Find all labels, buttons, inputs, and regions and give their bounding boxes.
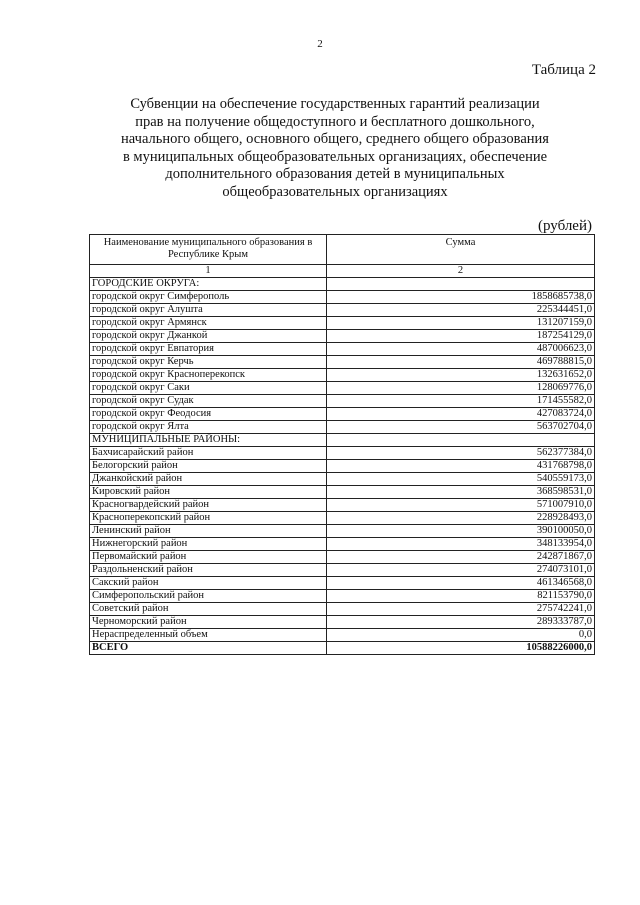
row-value: 225344451,0 (327, 304, 595, 317)
row-name: Нераспределенный объем (90, 629, 327, 642)
row-value: 821153790,0 (327, 590, 595, 603)
row-name: городской округ Красноперекопск (90, 369, 327, 382)
document-title (100, 96, 570, 201)
row-name: городской округ Джанкой (90, 330, 327, 343)
table-row (90, 447, 595, 460)
row-value: 289333787,0 (327, 616, 595, 629)
row-value: 562377384,0 (327, 447, 595, 460)
row-value: 171455582,0 (327, 395, 595, 408)
row-name: городской округ Алушта (90, 304, 327, 317)
row-value: 274073101,0 (327, 564, 595, 577)
table-row (90, 512, 595, 525)
row-name: городской округ Керчь (90, 356, 327, 369)
table-row (90, 564, 595, 577)
row-name: городской округ Симферополь (90, 291, 327, 304)
table-row (90, 538, 595, 551)
row-name: Красноперекопский район (90, 512, 327, 525)
table-row (90, 343, 595, 356)
table-label: Таблица 2 (531, 62, 596, 78)
row-value (327, 434, 595, 447)
row-value: 487006623,0 (327, 343, 595, 356)
row-value: 540559173,0 (327, 473, 595, 486)
row-value: 461346568,0 (327, 577, 595, 590)
table-row (90, 408, 595, 421)
table-total-row (90, 642, 595, 655)
row-value (327, 278, 595, 291)
table-row (90, 369, 595, 382)
row-name: Черноморский район (90, 616, 327, 629)
table-row (90, 616, 595, 629)
row-value: 469788815,0 (327, 356, 595, 369)
total-label: ВСЕГО (90, 642, 327, 655)
row-value: 228928493,0 (327, 512, 595, 525)
row-value: 131207159,0 (327, 317, 595, 330)
row-value: 0,0 (327, 629, 595, 642)
table-row (90, 590, 595, 603)
row-name: Красногвардейский район (90, 499, 327, 512)
row-value: 368598531,0 (327, 486, 595, 499)
row-value: 390100050,0 (327, 525, 595, 538)
table-row (90, 291, 595, 304)
header-sum: Сумма (327, 235, 595, 265)
table-row (90, 317, 595, 330)
table-row (90, 629, 595, 642)
row-name: городской округ Евпатория (90, 343, 327, 356)
table-section-row (90, 278, 595, 291)
table-section-row (90, 434, 595, 447)
table-row (90, 499, 595, 512)
table-body (90, 278, 595, 642)
row-name: Сакский район (90, 577, 327, 590)
row-value: 563702704,0 (327, 421, 595, 434)
title-line: прав на получение общедоступного и бесплатного дошкольного, (135, 113, 535, 130)
row-value: 571007910,0 (327, 499, 595, 512)
table-row (90, 551, 595, 564)
total-value: 10588226000,0 (327, 642, 595, 655)
row-name: Нижнегорский район (90, 538, 327, 551)
row-name: Раздольненский район (90, 564, 327, 577)
row-name: Джанкойский район (90, 473, 327, 486)
table-row (90, 460, 595, 473)
row-value: 1858685738,0 (327, 291, 595, 304)
row-name: городской округ Судак (90, 395, 327, 408)
row-name: Советский район (90, 603, 327, 616)
title-line: начального общего, основного общего, среднего общего образования (121, 131, 549, 147)
table-header-row (90, 235, 595, 265)
table-row (90, 330, 595, 343)
row-name: Ленинский район (90, 525, 327, 538)
subsidies-table (89, 234, 595, 655)
table-row (90, 421, 595, 434)
page-number: 2 (317, 38, 323, 50)
table-row (90, 356, 595, 369)
row-name: ГОРОДСКИЕ ОКРУГА: (90, 278, 327, 291)
table-row (90, 603, 595, 616)
row-name: городской округ Армянск (90, 317, 327, 330)
row-value: 275742241,0 (327, 603, 595, 616)
row-value: 132631652,0 (327, 369, 595, 382)
table-row (90, 525, 595, 538)
row-name: Бахчисарайский район (90, 447, 327, 460)
title-line: Субвенции на обеспечение государственных гарантий реализации (130, 96, 540, 112)
row-name: городской округ Ялта (90, 421, 327, 434)
table-row (90, 473, 595, 486)
row-value: 242871867,0 (327, 551, 595, 564)
table-row (90, 395, 595, 408)
row-name: Белогорский район (90, 460, 327, 473)
table-row (90, 304, 595, 317)
row-name: МУНИЦИПАЛЬНЫЕ РАЙОНЫ: (90, 434, 327, 447)
table-row (90, 577, 595, 590)
row-value: 348133954,0 (327, 538, 595, 551)
title-line: общеобразовательных организациях (222, 183, 448, 200)
column-number: 2 (327, 265, 595, 278)
column-number: 1 (90, 265, 327, 278)
header-name: Наименование муниципального образования в Республике Крым (90, 235, 327, 265)
table-row (90, 382, 595, 395)
row-value: 427083724,0 (327, 408, 595, 421)
row-name: Симферопольский район (90, 590, 327, 603)
table-row (90, 486, 595, 499)
row-name: городской округ Саки (90, 382, 327, 395)
column-number-row (90, 265, 595, 278)
row-value: 187254129,0 (327, 330, 595, 343)
unit-label: (рублей) (537, 218, 592, 234)
row-value: 128069776,0 (327, 382, 595, 395)
row-value: 431768798,0 (327, 460, 595, 473)
row-name: Кировский район (90, 486, 327, 499)
title-line: в муниципальных общеобразовательных организациях, обеспечение (122, 148, 548, 165)
row-name: Первомайский район (90, 551, 327, 564)
row-name: городской округ Феодосия (90, 408, 327, 421)
title-line: дополнительного образования детей в муниципальных (165, 166, 505, 182)
